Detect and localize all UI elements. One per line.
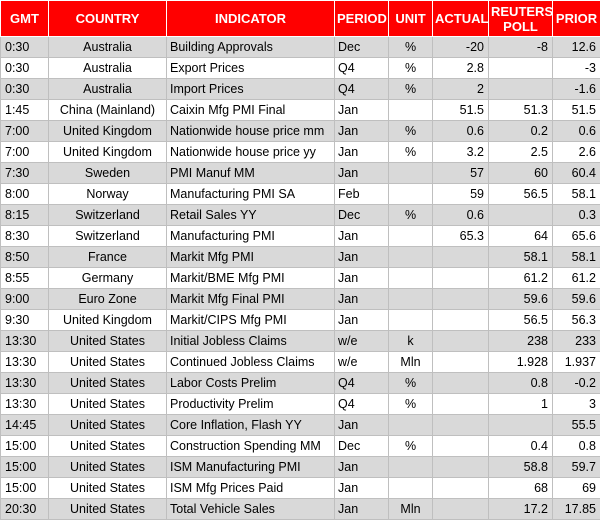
cell-indicator: Import Prices <box>167 79 335 100</box>
cell-indicator: PMI Manuf MM <box>167 163 335 184</box>
cell-reuters-poll: 56.5 <box>489 184 553 205</box>
cell-reuters-poll: 51.3 <box>489 100 553 121</box>
cell-unit <box>389 478 433 499</box>
cell-prior: 3 <box>553 394 600 415</box>
cell-country: United States <box>49 331 167 352</box>
cell-prior: 59.6 <box>553 289 600 310</box>
cell-actual: 0.6 <box>433 121 489 142</box>
cell-actual <box>433 268 489 289</box>
cell-period: Q4 <box>335 373 389 394</box>
cell-actual <box>433 289 489 310</box>
cell-unit: k <box>389 331 433 352</box>
cell-actual <box>433 394 489 415</box>
cell-prior: 0.8 <box>553 436 600 457</box>
cell-period: Jan <box>335 142 389 163</box>
cell-period: Jan <box>335 226 389 247</box>
cell-country: Germany <box>49 268 167 289</box>
cell-indicator: Building Approvals <box>167 37 335 58</box>
cell-indicator: Construction Spending MM <box>167 436 335 457</box>
table-row <box>1 247 600 268</box>
cell-prior: 55.5 <box>553 415 600 436</box>
table-row <box>1 289 600 310</box>
cell-actual <box>433 457 489 478</box>
cell-reuters-poll: 1 <box>489 394 553 415</box>
cell-unit: % <box>389 436 433 457</box>
cell-gmt: 13:30 <box>1 373 49 394</box>
cell-country: United Kingdom <box>49 310 167 331</box>
cell-country: Australia <box>49 58 167 79</box>
cell-gmt: 7:30 <box>1 163 49 184</box>
table-row <box>1 331 600 352</box>
cell-country: Australia <box>49 79 167 100</box>
cell-reuters-poll: 56.5 <box>489 310 553 331</box>
cell-reuters-poll: -8 <box>489 37 553 58</box>
table-row <box>1 121 600 142</box>
table-row <box>1 205 600 226</box>
cell-actual: 57 <box>433 163 489 184</box>
cell-country: Switzerland <box>49 226 167 247</box>
cell-unit <box>389 415 433 436</box>
cell-period: Q4 <box>335 58 389 79</box>
cell-period: Feb <box>335 184 389 205</box>
table-row <box>1 310 600 331</box>
cell-unit: % <box>389 205 433 226</box>
cell-indicator: Retail Sales YY <box>167 205 335 226</box>
cell-reuters-poll: 58.1 <box>489 247 553 268</box>
cell-country: United Kingdom <box>49 121 167 142</box>
cell-reuters-poll: 58.8 <box>489 457 553 478</box>
cell-reuters-poll: 2.5 <box>489 142 553 163</box>
cell-country: Sweden <box>49 163 167 184</box>
cell-unit <box>389 100 433 121</box>
cell-indicator: Export Prices <box>167 58 335 79</box>
cell-prior: 60.4 <box>553 163 600 184</box>
cell-country: Euro Zone <box>49 289 167 310</box>
cell-prior: 59.7 <box>553 457 600 478</box>
cell-country: United States <box>49 436 167 457</box>
cell-gmt: 8:15 <box>1 205 49 226</box>
cell-indicator: Nationwide house price mm <box>167 121 335 142</box>
cell-period: Jan <box>335 247 389 268</box>
cell-prior: -0.2 <box>553 373 600 394</box>
cell-period: Jan <box>335 499 389 520</box>
cell-prior: 1.937 <box>553 352 600 373</box>
cell-indicator: Caixin Mfg PMI Final <box>167 100 335 121</box>
cell-prior: 233 <box>553 331 600 352</box>
table-row <box>1 436 600 457</box>
cell-prior: 51.5 <box>553 100 600 121</box>
cell-unit <box>389 289 433 310</box>
cell-prior: 2.6 <box>553 142 600 163</box>
cell-prior: 17.85 <box>553 499 600 520</box>
header-prior: PRIOR <box>553 1 600 37</box>
cell-gmt: 15:00 <box>1 436 49 457</box>
cell-reuters-poll: 64 <box>489 226 553 247</box>
table-row <box>1 79 600 100</box>
header-actual: ACTUAL <box>433 1 489 37</box>
cell-period: Jan <box>335 289 389 310</box>
cell-gmt: 1:45 <box>1 100 49 121</box>
cell-gmt: 9:30 <box>1 310 49 331</box>
cell-reuters-poll: 0.8 <box>489 373 553 394</box>
header-unit: UNIT <box>389 1 433 37</box>
cell-gmt: 0:30 <box>1 79 49 100</box>
cell-actual: 2 <box>433 79 489 100</box>
cell-reuters-poll: 17.2 <box>489 499 553 520</box>
cell-period: Dec <box>335 205 389 226</box>
cell-reuters-poll <box>489 79 553 100</box>
table-row <box>1 352 600 373</box>
cell-gmt: 20:30 <box>1 499 49 520</box>
cell-gmt: 8:55 <box>1 268 49 289</box>
cell-unit <box>389 268 433 289</box>
cell-country: Switzerland <box>49 205 167 226</box>
table-row <box>1 415 600 436</box>
cell-gmt: 0:30 <box>1 37 49 58</box>
cell-indicator: Markit Mfg PMI <box>167 247 335 268</box>
cell-period: w/e <box>335 352 389 373</box>
cell-country: United States <box>49 394 167 415</box>
cell-prior: 58.1 <box>553 184 600 205</box>
cell-country: United Kingdom <box>49 142 167 163</box>
cell-actual <box>433 415 489 436</box>
cell-reuters-poll: 68 <box>489 478 553 499</box>
cell-indicator: Manufacturing PMI <box>167 226 335 247</box>
cell-actual <box>433 331 489 352</box>
cell-indicator: ISM Mfg Prices Paid <box>167 478 335 499</box>
cell-reuters-poll: 0.4 <box>489 436 553 457</box>
cell-prior: -3 <box>553 58 600 79</box>
cell-indicator: Total Vehicle Sales <box>167 499 335 520</box>
cell-actual: 59 <box>433 184 489 205</box>
cell-reuters-poll: 238 <box>489 331 553 352</box>
cell-indicator: ISM Manufacturing PMI <box>167 457 335 478</box>
cell-country: France <box>49 247 167 268</box>
cell-gmt: 8:50 <box>1 247 49 268</box>
cell-prior: 69 <box>553 478 600 499</box>
cell-indicator: Productivity Prelim <box>167 394 335 415</box>
cell-indicator: Core Inflation, Flash YY <box>167 415 335 436</box>
cell-gmt: 7:00 <box>1 142 49 163</box>
cell-period: Jan <box>335 457 389 478</box>
cell-unit: % <box>389 121 433 142</box>
cell-actual <box>433 310 489 331</box>
cell-gmt: 15:00 <box>1 457 49 478</box>
cell-prior: 56.3 <box>553 310 600 331</box>
cell-actual <box>433 352 489 373</box>
cell-indicator: Markit/BME Mfg PMI <box>167 268 335 289</box>
cell-unit <box>389 457 433 478</box>
cell-unit: % <box>389 373 433 394</box>
header-indicator: INDICATOR <box>167 1 335 37</box>
cell-period: Jan <box>335 268 389 289</box>
table-row <box>1 58 600 79</box>
cell-period: Jan <box>335 121 389 142</box>
table-row <box>1 394 600 415</box>
cell-unit: % <box>389 394 433 415</box>
header-row <box>1 1 600 37</box>
cell-unit: Mln <box>389 499 433 520</box>
cell-unit: % <box>389 79 433 100</box>
cell-actual: 65.3 <box>433 226 489 247</box>
cell-actual: 3.2 <box>433 142 489 163</box>
cell-unit: Mln <box>389 352 433 373</box>
cell-period: Jan <box>335 415 389 436</box>
cell-indicator: Labor Costs Prelim <box>167 373 335 394</box>
cell-period: Q4 <box>335 394 389 415</box>
table-row <box>1 499 600 520</box>
cell-actual: 2.8 <box>433 58 489 79</box>
cell-reuters-poll: 1.928 <box>489 352 553 373</box>
cell-gmt: 15:00 <box>1 478 49 499</box>
cell-prior: 58.1 <box>553 247 600 268</box>
cell-gmt: 8:30 <box>1 226 49 247</box>
cell-country: China (Mainland) <box>49 100 167 121</box>
cell-unit <box>389 184 433 205</box>
table-row <box>1 142 600 163</box>
cell-country: Norway <box>49 184 167 205</box>
cell-country: United States <box>49 373 167 394</box>
table-row <box>1 457 600 478</box>
cell-actual: -20 <box>433 37 489 58</box>
cell-prior: 61.2 <box>553 268 600 289</box>
cell-prior: 12.6 <box>553 37 600 58</box>
cell-gmt: 9:00 <box>1 289 49 310</box>
cell-reuters-poll <box>489 58 553 79</box>
cell-gmt: 8:00 <box>1 184 49 205</box>
cell-indicator: Manufacturing PMI SA <box>167 184 335 205</box>
cell-unit <box>389 226 433 247</box>
cell-gmt: 13:30 <box>1 352 49 373</box>
cell-unit: % <box>389 142 433 163</box>
cell-country: United States <box>49 478 167 499</box>
cell-unit <box>389 310 433 331</box>
cell-country: United States <box>49 415 167 436</box>
table-row <box>1 268 600 289</box>
cell-prior: -1.6 <box>553 79 600 100</box>
cell-gmt: 13:30 <box>1 331 49 352</box>
cell-actual: 0.6 <box>433 205 489 226</box>
cell-gmt: 7:00 <box>1 121 49 142</box>
cell-unit: % <box>389 37 433 58</box>
header-period: PERIOD <box>335 1 389 37</box>
cell-country: Australia <box>49 37 167 58</box>
cell-indicator: Nationwide house price yy <box>167 142 335 163</box>
cell-indicator: Markit Mfg Final PMI <box>167 289 335 310</box>
header-gmt: GMT <box>1 1 49 37</box>
cell-unit <box>389 247 433 268</box>
cell-gmt: 13:30 <box>1 394 49 415</box>
cell-country: United States <box>49 352 167 373</box>
cell-actual <box>433 247 489 268</box>
table-row <box>1 226 600 247</box>
cell-reuters-poll: 60 <box>489 163 553 184</box>
table-row <box>1 478 600 499</box>
cell-prior: 65.6 <box>553 226 600 247</box>
cell-period: Jan <box>335 163 389 184</box>
cell-unit: % <box>389 58 433 79</box>
cell-prior: 0.3 <box>553 205 600 226</box>
cell-actual <box>433 478 489 499</box>
table-row <box>1 184 600 205</box>
cell-prior: 0.6 <box>553 121 600 142</box>
header-country: COUNTRY <box>49 1 167 37</box>
cell-reuters-poll: 61.2 <box>489 268 553 289</box>
table-row <box>1 373 600 394</box>
cell-period: Q4 <box>335 79 389 100</box>
cell-period: Jan <box>335 478 389 499</box>
cell-actual <box>433 499 489 520</box>
cell-unit <box>389 163 433 184</box>
cell-actual <box>433 373 489 394</box>
cell-period: Jan <box>335 310 389 331</box>
table-row <box>1 37 600 58</box>
cell-indicator: Initial Jobless Claims <box>167 331 335 352</box>
cell-reuters-poll <box>489 205 553 226</box>
cell-reuters-poll <box>489 415 553 436</box>
table-row <box>1 163 600 184</box>
header-reuters-poll: REUTERS POLL <box>489 1 553 37</box>
cell-country: United States <box>49 499 167 520</box>
cell-period: Dec <box>335 436 389 457</box>
cell-reuters-poll: 0.2 <box>489 121 553 142</box>
cell-indicator: Continued Jobless Claims <box>167 352 335 373</box>
cell-indicator: Markit/CIPS Mfg PMI <box>167 310 335 331</box>
cell-country: United States <box>49 457 167 478</box>
cell-actual: 51.5 <box>433 100 489 121</box>
cell-reuters-poll: 59.6 <box>489 289 553 310</box>
table-body <box>1 37 600 520</box>
cell-period: Jan <box>335 100 389 121</box>
cell-period: Dec <box>335 37 389 58</box>
cell-actual <box>433 436 489 457</box>
cell-gmt: 14:45 <box>1 415 49 436</box>
cell-period: w/e <box>335 331 389 352</box>
cell-gmt: 0:30 <box>1 58 49 79</box>
table-row <box>1 100 600 121</box>
